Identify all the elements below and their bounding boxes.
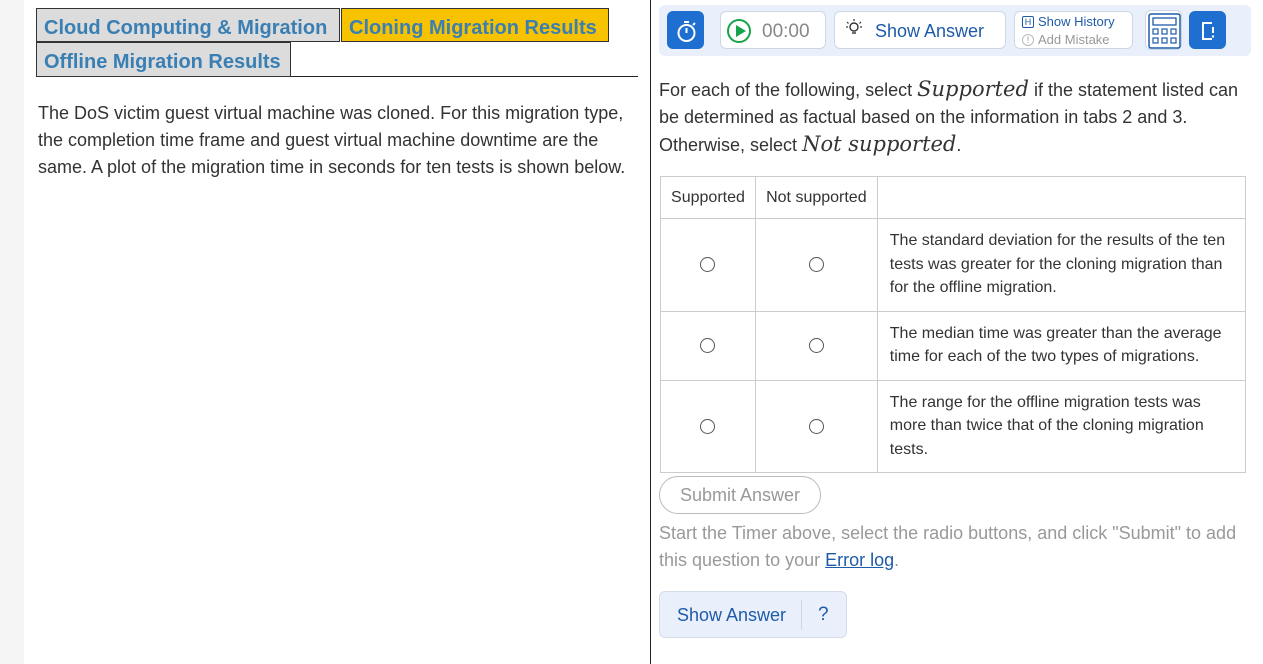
show-answer-label: Show Answer <box>875 21 985 41</box>
show-answer-group <box>659 591 847 638</box>
timer-control[interactable] <box>720 11 826 49</box>
table-header-row <box>661 177 1246 219</box>
play-icon[interactable] <box>727 19 751 43</box>
calculator-button[interactable] <box>1145 10 1182 50</box>
radio-supported-1[interactable] <box>700 257 715 272</box>
supported-cell <box>661 311 756 380</box>
exit-icon <box>1190 12 1227 50</box>
prompt-text-b: if the statement listed can be determined as factual based on the information in tabs 2 and 3. Otherwise, select <box>659 80 1239 155</box>
prompt-text-c: . <box>956 135 962 155</box>
statement-1: The standard deviation for the results of the ten tests was greater for the cloning migration than for the offline migration. <box>877 219 1245 312</box>
not-supported-cell <box>755 380 877 473</box>
passage-text: The DoS victim guest virtual machine was cloned. For this migration type, the completion time frame and guest virtual machine downtime are the same. A plot of the migration time in seconds for ten tests is shown below. <box>38 103 626 177</box>
answer-table <box>660 176 1246 473</box>
show-history-button[interactable] <box>1022 14 1115 29</box>
left-pane <box>24 0 650 664</box>
table-row <box>661 311 1246 380</box>
exit-button[interactable] <box>1189 11 1226 49</box>
statement-3: The range for the offline migration tests was more than twice that of the cloning migration tests. <box>877 380 1245 473</box>
hint-text-before: Start the Timer above, select the radio buttons, and click "Submit" to add this question to your <box>659 523 1237 570</box>
add-mistake-button[interactable] <box>1022 32 1110 47</box>
stopwatch-icon <box>668 12 705 50</box>
submit-answer-button[interactable]: Submit Answer <box>659 476 821 514</box>
not-supported-term: Not supported <box>802 132 957 156</box>
supported-cell <box>661 219 756 312</box>
tab-offline-results[interactable]: Offline Migration Results <box>36 42 291 77</box>
statement-2: The median time was greater than the average time for each of the two types of migrations. <box>877 311 1245 380</box>
tab-cloud-computing[interactable]: Cloud Computing & Migration <box>36 8 340 42</box>
toolbar <box>659 5 1251 56</box>
hint-text <box>659 520 1255 574</box>
hint-text-after: . <box>894 550 900 570</box>
header-supported: Supported <box>661 177 756 219</box>
header-statement <box>877 177 1245 219</box>
show-answer-button[interactable] <box>834 11 1006 49</box>
info-circle-icon: ! <box>1022 34 1034 46</box>
radio-supported-2[interactable] <box>700 338 715 353</box>
radio-not-supported-1[interactable] <box>809 257 824 272</box>
table-row <box>661 219 1246 312</box>
divider <box>801 600 802 630</box>
not-supported-cell <box>755 311 877 380</box>
not-supported-cell <box>755 219 877 312</box>
right-pane <box>651 0 1263 664</box>
radio-supported-3[interactable] <box>700 419 715 434</box>
keyboard-key-icon: H <box>1022 16 1034 28</box>
tab-bar <box>36 8 638 77</box>
supported-cell <box>661 380 756 473</box>
header-not-supported: Not supported <box>755 177 877 219</box>
supported-term: Supported <box>917 77 1029 101</box>
add-mistake-label: Add Mistake <box>1038 32 1110 47</box>
tab-cloning-results[interactable]: Cloning Migration Results <box>341 8 609 42</box>
show-history-label: Show History <box>1038 14 1115 29</box>
radio-not-supported-3[interactable] <box>809 419 824 434</box>
error-log-link[interactable]: Error log <box>825 550 895 570</box>
prompt-text-a: For each of the following, select <box>659 80 918 100</box>
lightbulb-icon <box>845 18 863 43</box>
show-answer-bottom-button[interactable]: Show Answer <box>677 605 787 625</box>
table-row <box>661 380 1246 473</box>
radio-not-supported-2[interactable] <box>809 338 824 353</box>
question-prompt <box>659 76 1249 159</box>
stopwatch-button[interactable] <box>667 11 704 49</box>
history-panel[interactable] <box>1014 11 1133 49</box>
help-button[interactable]: ? <box>818 604 829 625</box>
timer-display: 00:00 <box>762 21 810 42</box>
calculator-icon <box>1146 11 1183 51</box>
